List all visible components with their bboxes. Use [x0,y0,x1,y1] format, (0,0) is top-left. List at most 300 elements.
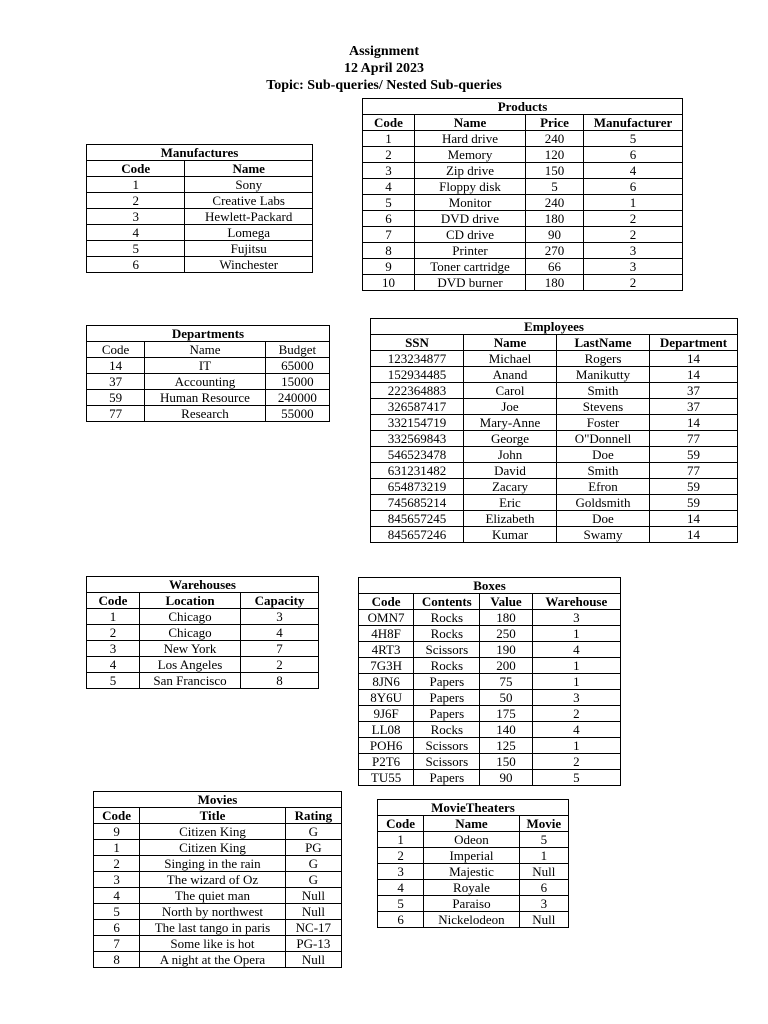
table-row [94,856,342,872]
table-cell: 2 [378,848,424,864]
table-cell: Citizen King [140,840,286,856]
table-cell: Rocks [414,610,480,626]
table-cell: San Francisco [140,673,241,689]
table-cell: Joe [464,399,557,415]
table-cell: Winchester [185,257,313,273]
table-cell: Imperial [424,848,519,864]
table-cell: DVD drive [415,211,526,227]
table-cell: 4 [87,657,140,673]
table-row [371,527,738,543]
table-cell: 332569843 [371,431,464,447]
table-cell: 190 [480,642,532,658]
table-cell: Papers [414,690,480,706]
table-cell: 5 [584,131,683,147]
table-cell: 50 [480,690,532,706]
table-cell: 8 [241,673,319,689]
table-cell: G [285,872,341,888]
table-row [87,609,319,625]
table-cell: Creative Labs [185,193,313,209]
boxes-column-header: Contents [414,594,480,610]
table-cell: 125 [480,738,532,754]
table-cell: 2 [87,193,185,209]
table-cell: 55000 [265,406,329,422]
table-row [359,770,621,786]
table-row [87,374,330,390]
table-row [359,642,621,658]
table-cell: 37 [650,399,738,415]
table-cell: Rocks [414,658,480,674]
table-cell: 2 [94,856,140,872]
table-cell: Accounting [145,374,265,390]
table-row [371,431,738,447]
table-cell: Elizabeth [464,511,557,527]
movies-column-header: Code [94,808,140,824]
departments-column-header: Budget [265,342,329,358]
table-cell: 4 [532,722,620,738]
table-row [378,880,569,896]
table-cell: 1 [87,177,185,193]
table-row [87,177,313,193]
table-row [87,390,330,406]
table-cell: 222364883 [371,383,464,399]
table-cell: 8Y6U [359,690,414,706]
table-row [94,888,342,904]
table-cell: Citizen King [140,824,286,840]
table-row [359,626,621,642]
warehouses-column-header: Code [87,593,140,609]
table-cell: Rocks [414,626,480,642]
table-row [363,211,683,227]
table-cell: Scissors [414,642,480,658]
table-cell: 77 [650,463,738,479]
table-cell: John [464,447,557,463]
table-cell: 7 [241,641,319,657]
movietheaters-column-header: Name [424,816,519,832]
table-cell: 59 [87,390,145,406]
table-row [87,225,313,241]
warehouses-table [86,576,319,689]
table-row [378,864,569,880]
table-cell: 14 [650,351,738,367]
table-cell: 1 [532,674,620,690]
table-cell: Papers [414,770,480,786]
table-cell: Singing in the rain [140,856,286,872]
table-cell: 1 [363,131,415,147]
products-column-header: Price [526,115,584,131]
table-cell: 8JN6 [359,674,414,690]
table-row [359,610,621,626]
table-cell: 270 [526,243,584,259]
table-cell: Null [285,952,341,968]
table-cell: 6 [378,912,424,928]
table-cell: 3 [584,243,683,259]
table-cell: 4 [87,225,185,241]
table-row [371,447,738,463]
table-cell: 6 [94,920,140,936]
table-cell: 77 [87,406,145,422]
table-row [87,241,313,257]
table-cell: Chicago [140,625,241,641]
table-row [371,495,738,511]
table-cell: The quiet man [140,888,286,904]
table-row [363,275,683,291]
table-cell: 240 [526,195,584,211]
table-cell: 14 [650,527,738,543]
table-cell: Printer [415,243,526,259]
table-cell: Rogers [557,351,650,367]
table-cell: 1 [94,840,140,856]
table-cell: P2T6 [359,754,414,770]
table-cell: 15000 [265,374,329,390]
table-cell: 152934485 [371,367,464,383]
departments-table [86,325,330,422]
table-row [87,625,319,641]
table-cell: 4 [378,880,424,896]
table-cell: A night at the Opera [140,952,286,968]
table-cell: Swamy [557,527,650,543]
manufactures-table [86,144,313,273]
table-row [371,399,738,415]
table-cell: 3 [519,896,568,912]
table-cell: Toner cartridge [415,259,526,275]
table-cell: 140 [480,722,532,738]
table-cell: 1 [532,658,620,674]
table-row [371,383,738,399]
table-row [363,227,683,243]
table-cell: 845657245 [371,511,464,527]
warehouses-column-header: Location [140,593,241,609]
table-cell: 14 [650,415,738,431]
table-cell: 6 [87,257,185,273]
table-cell: 1 [584,195,683,211]
table-row [87,257,313,273]
table-row [359,690,621,706]
table-cell: Manikutty [557,367,650,383]
warehouses-column-header: Capacity [241,593,319,609]
table-cell: 2 [87,625,140,641]
table-cell: 5 [94,904,140,920]
table-cell: Research [145,406,265,422]
table-row [363,243,683,259]
table-cell: 332154719 [371,415,464,431]
table-cell: Smith [557,463,650,479]
table-cell: Doe [557,447,650,463]
table-row [87,657,319,673]
employees-column-header: LastName [557,335,650,351]
table-cell: 59 [650,447,738,463]
movies-table-title: Movies [94,792,342,808]
table-cell: Mary-Anne [464,415,557,431]
table-row [371,367,738,383]
table-row [371,479,738,495]
table-cell: 5 [532,770,620,786]
table-cell: 1 [532,626,620,642]
table-row [94,936,342,952]
table-cell: 2 [584,211,683,227]
table-cell: Null [285,904,341,920]
departments-column-header: Name [145,342,265,358]
table-cell: 745685214 [371,495,464,511]
table-cell: 120 [526,147,584,163]
table-row [363,259,683,275]
table-cell: 9 [363,259,415,275]
table-cell: 326587417 [371,399,464,415]
table-cell: 654873219 [371,479,464,495]
table-cell: 5 [519,832,568,848]
table-cell: NC-17 [285,920,341,936]
table-cell: 8 [94,952,140,968]
table-row [371,463,738,479]
table-cell: 4RT3 [359,642,414,658]
table-cell: 2 [532,754,620,770]
table-row [359,706,621,722]
movietheaters-column-header: Code [378,816,424,832]
table-cell: LL08 [359,722,414,738]
boxes-column-header: Warehouse [532,594,620,610]
table-cell: 3 [87,641,140,657]
table-cell: 7 [94,936,140,952]
assignment-title: Assignment [348,44,419,59]
table-row [94,904,342,920]
table-row [359,658,621,674]
table-cell: 37 [650,383,738,399]
boxes-table [358,577,621,786]
table-cell: 250 [480,626,532,642]
table-cell: 65000 [265,358,329,374]
table-cell: Royale [424,880,519,896]
table-cell: 240000 [265,390,329,406]
products-table-title: Products [363,99,683,115]
products-column-header: Code [363,115,415,131]
employees-table [370,318,738,543]
table-cell: 4 [94,888,140,904]
table-cell: 14 [650,367,738,383]
table-cell: 3 [584,259,683,275]
table-cell: 7G3H [359,658,414,674]
table-row [94,952,342,968]
table-cell: 5 [87,241,185,257]
table-row [359,674,621,690]
table-cell: 3 [94,872,140,888]
table-cell: Foster [557,415,650,431]
table-cell: 2 [584,275,683,291]
table-cell: Papers [414,706,480,722]
table-cell: 10 [363,275,415,291]
table-cell: Sony [185,177,313,193]
table-cell: 2 [241,657,319,673]
table-cell: DVD burner [415,275,526,291]
table-cell: 150 [526,163,584,179]
table-cell: 5 [87,673,140,689]
table-cell: 3 [378,864,424,880]
table-cell: Null [519,864,568,880]
table-row [94,840,342,856]
table-row [371,415,738,431]
table-cell: 3 [241,609,319,625]
table-cell: 3 [532,610,620,626]
table-cell: 2 [584,227,683,243]
table-cell: Hard drive [415,131,526,147]
table-row [363,163,683,179]
table-row [371,351,738,367]
table-row [87,673,319,689]
table-cell: Zacary [464,479,557,495]
table-row [359,722,621,738]
employees-table-title: Employees [371,319,738,335]
table-cell: 631231482 [371,463,464,479]
table-cell: 6 [519,880,568,896]
products-table [362,98,683,291]
table-cell: TU55 [359,770,414,786]
table-cell: Efron [557,479,650,495]
boxes-table-title: Boxes [359,578,621,594]
table-cell: 6 [584,147,683,163]
table-cell: 59 [650,479,738,495]
table-cell: Odeon [424,832,519,848]
table-cell: Monitor [415,195,526,211]
table-cell: Chicago [140,609,241,625]
table-cell: G [285,856,341,872]
table-cell: 5 [526,179,584,195]
table-cell: Majestic [424,864,519,880]
table-cell: 6 [363,211,415,227]
table-row [87,209,313,225]
table-cell: O"Donnell [557,431,650,447]
employees-column-header: Department [650,335,738,351]
boxes-column-header: Value [480,594,532,610]
table-cell: 4 [363,179,415,195]
table-cell: 37 [87,374,145,390]
table-cell: 6 [584,179,683,195]
table-row [87,406,330,422]
products-column-header: Manufacturer [584,115,683,131]
table-cell: PG [285,840,341,856]
boxes-column-header: Code [359,594,414,610]
table-cell: Human Resource [145,390,265,406]
table-cell: 4 [532,642,620,658]
table-row [363,147,683,163]
table-cell: 77 [650,431,738,447]
table-row [378,832,569,848]
table-cell: George [464,431,557,447]
table-cell: 1 [519,848,568,864]
table-row [94,920,342,936]
table-row [87,193,313,209]
manufactures-column-header: Code [87,161,185,177]
table-cell: 180 [480,610,532,626]
warehouses-table-title: Warehouses [87,577,319,593]
table-cell: 66 [526,259,584,275]
table-row [359,754,621,770]
table-cell: 90 [526,227,584,243]
table-row [371,511,738,527]
table-cell: Null [285,888,341,904]
table-cell: 75 [480,674,532,690]
table-cell: Anand [464,367,557,383]
table-cell: 7 [363,227,415,243]
table-cell: 240 [526,131,584,147]
table-cell: 180 [526,275,584,291]
table-cell: OMN7 [359,610,414,626]
table-cell: 3 [532,690,620,706]
table-cell: Papers [414,674,480,690]
table-cell: 14 [87,358,145,374]
table-cell: Zip drive [415,163,526,179]
table-cell: 123234877 [371,351,464,367]
table-cell: 4 [584,163,683,179]
movies-column-header: Title [140,808,286,824]
table-row [378,912,569,928]
table-cell: Smith [557,383,650,399]
table-cell: 845657246 [371,527,464,543]
assignment-topic: Topic: Sub-queries/ Nested Sub-queries [266,78,502,93]
table-cell: 2 [363,147,415,163]
manufactures-column-header: Name [185,161,313,177]
table-cell: PG-13 [285,936,341,952]
products-column-header: Name [415,115,526,131]
table-cell: Kumar [464,527,557,543]
table-cell: 5 [363,195,415,211]
movietheaters-table-title: MovieTheaters [378,800,569,816]
table-cell: Michael [464,351,557,367]
table-cell: 14 [650,511,738,527]
departments-table-title: Departments [87,326,330,342]
assignment-date: 12 April 2023 [343,61,425,76]
movietheaters-column-header: Movie [519,816,568,832]
table-cell: 1 [532,738,620,754]
table-cell: Paraiso [424,896,519,912]
table-row [87,358,330,374]
table-cell: Lomega [185,225,313,241]
table-cell: Nickelodeon [424,912,519,928]
table-cell: 150 [480,754,532,770]
table-cell: Fujitsu [185,241,313,257]
table-cell: Eric [464,495,557,511]
table-cell: North by northwest [140,904,286,920]
table-cell: 200 [480,658,532,674]
table-cell: G [285,824,341,840]
employees-column-header: Name [464,335,557,351]
table-cell: The wizard of Oz [140,872,286,888]
table-cell: Doe [557,511,650,527]
table-cell: New York [140,641,241,657]
table-cell: Floppy disk [415,179,526,195]
table-cell: Carol [464,383,557,399]
table-cell: Null [519,912,568,928]
movies-column-header: Rating [285,808,341,824]
table-row [363,179,683,195]
manufactures-table-title: Manufactures [87,145,313,161]
table-cell: 4 [241,625,319,641]
table-cell: 3 [363,163,415,179]
table-cell: 4H8F [359,626,414,642]
table-row [363,195,683,211]
table-cell: CD drive [415,227,526,243]
table-row [94,824,342,840]
table-cell: 180 [526,211,584,227]
table-cell: IT [145,358,265,374]
table-cell: The last tango in paris [140,920,286,936]
table-cell: 59 [650,495,738,511]
table-cell: David [464,463,557,479]
table-cell: 8 [363,243,415,259]
table-cell: 9 [94,824,140,840]
table-cell: Hewlett-Packard [185,209,313,225]
table-row [87,641,319,657]
table-cell: Rocks [414,722,480,738]
table-cell: 1 [87,609,140,625]
table-cell: 2 [532,706,620,722]
